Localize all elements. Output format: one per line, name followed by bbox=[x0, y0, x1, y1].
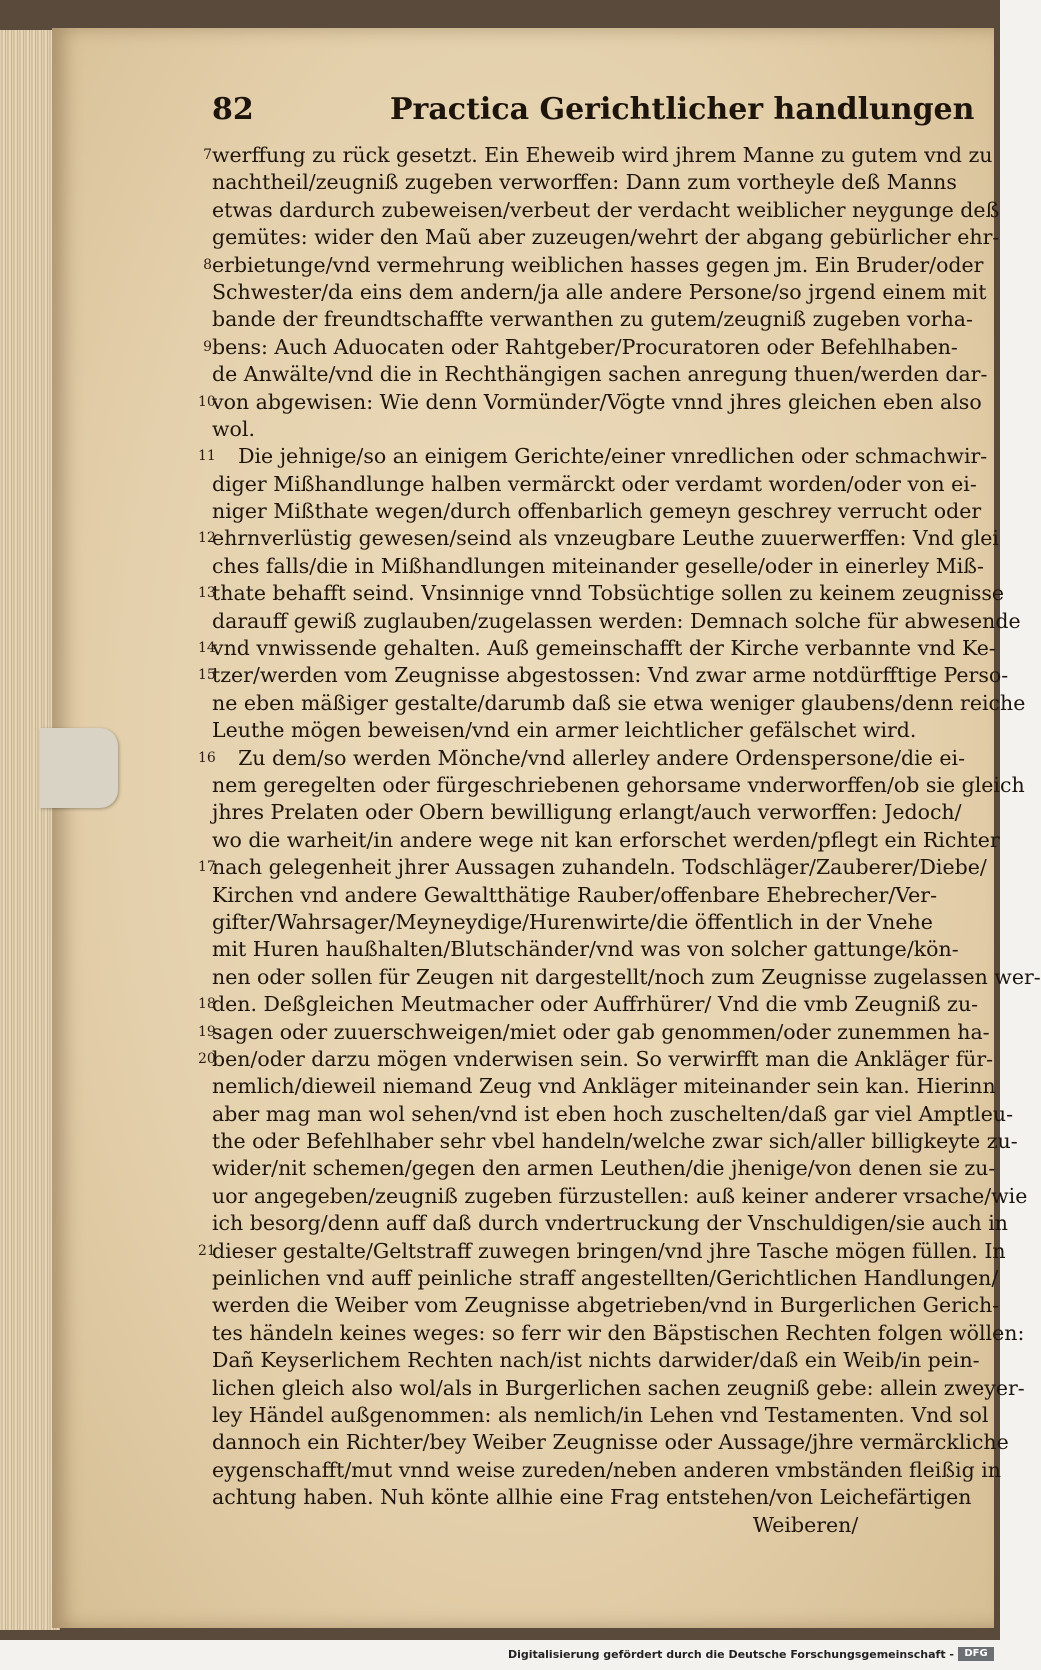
line-text: ich besorg/denn auff daß durch vndertruckung der Vnschuldigen/sie auch in bbox=[212, 1211, 1008, 1236]
line-text: darauff gewiß zuglauben/zugelassen werden: Demnach solche für abwesende bbox=[212, 608, 1021, 633]
line-text: wo die warheit/in andere wege nit kan erforschet werden/pflegt ein Richter bbox=[212, 827, 1000, 852]
margin-number: 21 bbox=[198, 1242, 216, 1259]
line-text: nemlich/dieweil niemand Zeug vnd Ankläger miteinander sein kan. Hierinn bbox=[212, 1074, 996, 1099]
line-text: dieser gestalte/Geltstraff zuwegen bringen/vnd jhre Tasche mögen füllen. In bbox=[212, 1238, 1006, 1263]
line-text: von abgewisen: Wie denn Vormünder/Vögte vnnd jhres gleichen eben also bbox=[212, 389, 982, 414]
text-line bbox=[212, 1457, 1001, 1484]
line-text: diger Mißhandlunge halben vermärckt oder verdamt worden/oder von ei- bbox=[212, 471, 977, 496]
text-line bbox=[212, 717, 972, 744]
text-line bbox=[212, 1484, 972, 1511]
text-line bbox=[212, 1101, 1013, 1128]
text-line bbox=[198, 1046, 994, 1073]
line-text: achtung haben. Nuh könte allhie eine Frag entstehen/von Leichefärtigen bbox=[212, 1485, 972, 1510]
book-page-edges bbox=[0, 30, 60, 1630]
line-text: eygenschafft/mut vnnd weise zureden/neben anderen vmbständen fleißig in bbox=[212, 1457, 1001, 1482]
page-header bbox=[212, 92, 975, 132]
margin-number: 8 bbox=[203, 256, 212, 273]
line-text: peinlichen vnd auff peinliche straff angestellten/Gerichtlichen Handlungen/ bbox=[212, 1266, 999, 1291]
margin-number: 13 bbox=[198, 585, 216, 602]
text-line bbox=[212, 1183, 1028, 1210]
line-text: ehrnverlüstig gewesen/seind als vnzeugbare Leuthe zuuerwerffen: Vnd glei bbox=[212, 526, 999, 551]
line-text: vnd vnwissende gehalten. Auß gemeinschafft der Kirche verbannte vnd Ke- bbox=[212, 636, 996, 661]
text-line bbox=[198, 662, 1009, 689]
text-line bbox=[212, 1429, 1009, 1456]
footer-bar bbox=[0, 1640, 1000, 1670]
line-text: Schwester/da eins dem andern/ja alle andere Persone/so jrgend einem mit bbox=[212, 279, 987, 304]
line-text: wider/nit schemen/gegen den armen Leuthen/die jhenige/von denen sie zu- bbox=[212, 1156, 996, 1181]
line-text: niger Mißthate wegen/durch offenbarlich gemeyn geschrey verrucht oder bbox=[212, 499, 982, 524]
text-line bbox=[212, 1210, 1008, 1237]
text-line bbox=[212, 498, 982, 525]
text-line bbox=[212, 608, 1021, 635]
text-line bbox=[212, 1320, 1025, 1347]
line-text: dannoch ein Richter/bey Weiber Zeugnisse oder Aussage/jhre vermärckliche bbox=[212, 1430, 1009, 1455]
line-text: gemütes: wider den Maũ aber zuzeugen/wehrt der abgang gebürlicher ehr- bbox=[212, 225, 1000, 250]
line-text: de Anwälte/vnd die in Rechthängigen sachen anregung thuen/werden dar- bbox=[212, 362, 988, 387]
line-text: Kirchen vnd andere Gewaltthätige Rauber/offenbare Ehebrecher/Ver- bbox=[212, 882, 938, 907]
margin-number: 20 bbox=[198, 1050, 216, 1067]
text-line bbox=[212, 553, 984, 580]
line-text: sagen oder zuuerschweigen/miet oder gab genommen/oder zunemmen ha- bbox=[212, 1019, 990, 1044]
text-line bbox=[212, 882, 972, 909]
line-text: lichen gleich also wol/als in Burgerlichen sachen zeugniß gebe: allein zweyer- bbox=[212, 1375, 1025, 1400]
text-line bbox=[212, 964, 1041, 991]
margin-number: 18 bbox=[198, 996, 216, 1013]
text-line bbox=[212, 169, 972, 196]
margin-number: 16 bbox=[198, 749, 216, 766]
line-text: ne eben mäßiger gestalte/darumb daß sie etwa weniger glaubens/denn reiche bbox=[212, 690, 1026, 715]
text-line bbox=[198, 389, 982, 416]
line-text: nach gelegenheit jhrer Aussagen zuhandeln. Todschläger/Zauberer/Diebe/ bbox=[212, 855, 987, 880]
text-line bbox=[212, 772, 1025, 799]
margin-number: 9 bbox=[203, 338, 212, 355]
margin-number: 11 bbox=[198, 448, 216, 465]
page-number: 82 bbox=[212, 92, 254, 127]
margin-number: 14 bbox=[198, 640, 216, 657]
text-line bbox=[212, 471, 977, 498]
line-text: Dañ Keyserlichem Rechten nach/ist nichts darwider/daß ein Weib/in pein- bbox=[212, 1348, 980, 1373]
line-text: aber mag man wol sehen/vnd ist eben hoch zuschelten/daß gar viel Amptleu- bbox=[212, 1101, 1013, 1126]
page-marker-tab bbox=[40, 728, 118, 808]
text-line bbox=[198, 580, 1005, 607]
text-line bbox=[212, 1292, 1000, 1319]
margin-number: 15 bbox=[198, 667, 216, 684]
text-line bbox=[198, 991, 979, 1018]
dfg-logo: DFG bbox=[958, 1647, 994, 1661]
line-text: nem geregelten oder fürgeschriebenen gehorsame vnderworffen/ob sie gleich bbox=[212, 772, 1025, 797]
line-text: nen oder sollen für Zeugen nit dargestellt/noch zum Zeugnisse zugelassen wer- bbox=[212, 964, 1041, 989]
text-line bbox=[212, 799, 972, 826]
margin-number: 17 bbox=[198, 859, 216, 876]
text-line bbox=[212, 936, 972, 963]
text-line bbox=[212, 909, 972, 936]
line-text: Zu dem/so werden Mönche/vnd allerley andere Ordenspersone/die ei- bbox=[212, 745, 966, 770]
text-line bbox=[198, 443, 988, 470]
text-line bbox=[212, 224, 1000, 251]
line-text: wol. bbox=[212, 416, 255, 441]
line-text: werffung zu rück gesetzt. Ein Eheweib wird jhrem Manne zu gutem vnd zu bbox=[212, 143, 993, 167]
text-line bbox=[198, 525, 999, 552]
line-text: Leuthe mögen beweisen/vnd ein armer leichtlicher gefälschet wird. bbox=[212, 718, 917, 743]
text-line bbox=[198, 635, 996, 662]
margin-number: 19 bbox=[198, 1023, 216, 1040]
digitization-credit: Digitalisierung gefördert durch die Deutsche Forschungsgemeinschaft - bbox=[507, 1648, 954, 1661]
line-text: jhres Prelaten oder Obern bewilligung erlangt/auch verworffen: Jedoch/ bbox=[212, 800, 962, 825]
text-line bbox=[212, 1512, 972, 1539]
body-text bbox=[198, 142, 1041, 1539]
text-line bbox=[212, 827, 1000, 854]
line-text: tes händeln keines weges: so ferr wir den Bäpstischen Rechten folgen wöllen: bbox=[212, 1320, 1025, 1345]
margin-number: 12 bbox=[198, 530, 216, 547]
line-text: ben/oder darzu mögen vnderwisen sein. So verwirfft man die Ankläger für- bbox=[212, 1046, 994, 1071]
text-line bbox=[212, 361, 988, 388]
line-text: nachtheil/zeugniß zugeben verworffen: Dann zum vortheyle deß Manns bbox=[212, 170, 957, 195]
line-text: tzer/werden vom Zeugnisse abgestossen: Vnd zwar arme notdürfftige Perso- bbox=[212, 663, 1009, 688]
text-line bbox=[198, 745, 972, 772]
text-line bbox=[203, 334, 972, 361]
margin-number: 7 bbox=[203, 147, 212, 163]
line-text: ley Händel außgenommen: als nemlich/in Lehen vnd Testamenten. Vnd sol bbox=[212, 1402, 989, 1427]
line-text: werden die Weiber vom Zeugnisse abgetrieben/vnd in Burgerlichen Gerich- bbox=[212, 1293, 1000, 1318]
line-text: den. Deßgleichen Meutmacher oder Auffrhürer/ Vnd die vmb Zeugniß zu- bbox=[212, 992, 979, 1017]
line-text: thate behafft seind. Vnsinnige vnnd Tobsüchtige sollen zu keinem zeugnisse bbox=[212, 581, 1005, 606]
line-text: Weiberen/ bbox=[212, 1512, 859, 1537]
text-line bbox=[212, 279, 987, 306]
text-line bbox=[212, 1128, 1018, 1155]
line-text: the oder Befehlhaber sehr vbel handeln/welche zwar sich/aller billigkeyte zu- bbox=[212, 1129, 1018, 1154]
line-text: etwas dardurch zubeweisen/verbeut der verdacht weiblicher neygunge deß bbox=[212, 197, 1000, 222]
text-line bbox=[198, 854, 987, 881]
line-text: ches falls/die in Mißhandlungen miteinander geselle/oder in einerley Miß- bbox=[212, 553, 984, 578]
text-line bbox=[212, 690, 1026, 717]
line-text: gifter/Wahrsager/Meyneydige/Hurenwirte/die öffentlich in der Vnehe bbox=[212, 909, 933, 934]
line-text: mit Huren haußhalten/Blutschänder/vnd was von solcher gattunge/kön- bbox=[212, 937, 959, 962]
text-line bbox=[198, 1238, 1006, 1265]
text-line bbox=[212, 1155, 996, 1182]
line-text: uor angegeben/zeugniß zugeben fürzustellen: auß keiner anderer vrsache/wie bbox=[212, 1183, 1028, 1208]
text-line bbox=[212, 416, 972, 443]
text-line bbox=[212, 1265, 999, 1292]
line-text: bens: Auch Aduocaten oder Rahtgeber/Procuratoren oder Befehlhaben- bbox=[212, 334, 958, 359]
text-line bbox=[212, 1073, 996, 1100]
text-line bbox=[212, 1347, 980, 1374]
line-text: Die jehnige/so an einigem Gerichte/einer vnredlichen oder schmachwir- bbox=[212, 444, 988, 469]
text-line bbox=[212, 1402, 989, 1429]
running-title: Practica Gerichtlicher handlungen bbox=[390, 92, 975, 127]
text-line bbox=[198, 1019, 990, 1046]
text-line bbox=[212, 197, 1000, 224]
text-line bbox=[203, 252, 984, 279]
text-line bbox=[203, 142, 993, 169]
line-text: erbietunge/vnd vermehrung weiblichen hasses gegen jm. Ein Bruder/oder bbox=[212, 252, 984, 277]
margin-number: 10 bbox=[198, 393, 216, 410]
text-line bbox=[212, 1375, 1025, 1402]
line-text: bande der freundtschaffte verwanthen zu gutem/zeugniß zugeben vorha- bbox=[212, 307, 973, 332]
text-line bbox=[212, 306, 972, 333]
